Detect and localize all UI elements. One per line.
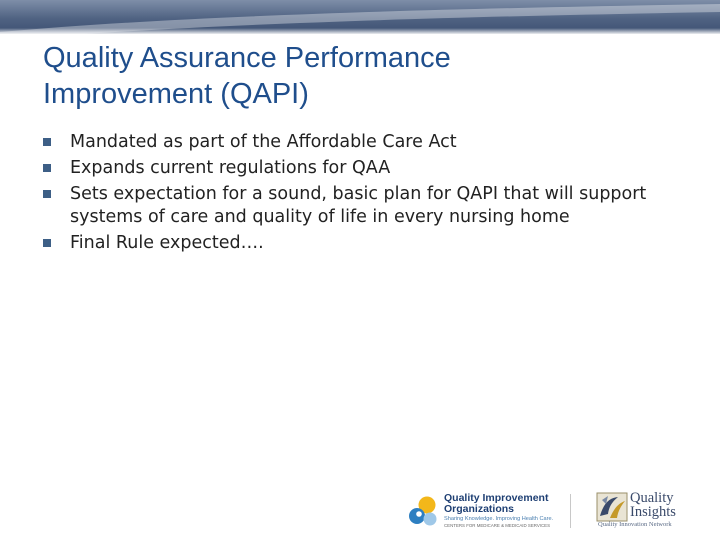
bullet-square-icon	[43, 239, 51, 247]
bullet-text: Sets expectation for a sound, basic plan for QAPI that will support systems of care and quality of life in every nursing home	[70, 184, 647, 227]
bullet-square-icon	[43, 138, 51, 146]
quality-insights-mark-icon	[596, 492, 628, 522]
slide-title-line-1: Quality Assurance Performance	[43, 42, 451, 74]
bullet-text: Mandated as part of the Affordable Care Act	[70, 132, 457, 152]
qio-logo	[406, 490, 558, 532]
quality-insights-word-2: Insights	[630, 504, 676, 520]
header-swoosh	[0, 0, 720, 40]
qio-name-line-2: Organizations	[444, 503, 515, 515]
slide-title	[43, 40, 683, 112]
bullet-item	[43, 131, 683, 154]
logo-divider	[570, 494, 571, 528]
quality-insights-word-1: Quality	[630, 490, 674, 506]
qio-circles-icon	[406, 492, 444, 530]
bullet-item	[43, 157, 683, 180]
slide-title-line-2: Improvement (QAPI)	[43, 78, 309, 110]
bullet-square-icon	[43, 164, 51, 172]
bullet-text: Final Rule expected….	[70, 233, 264, 253]
bullet-item	[43, 232, 683, 255]
bullet-list	[43, 131, 683, 258]
bullet-text: Expands current regulations for QAA	[70, 158, 391, 178]
quality-insights-subtitle: Quality Innovation Network	[598, 521, 672, 528]
qio-subline: CENTERS FOR MEDICARE & MEDICAID SERVICES	[444, 523, 551, 528]
quality-insights-logo	[596, 490, 688, 532]
qio-name-line-1: Quality Improvement	[444, 492, 549, 504]
qio-tagline: Sharing Knowledge. Improving Health Care.	[444, 516, 554, 522]
bullet-item	[43, 183, 683, 229]
bullet-square-icon	[43, 190, 51, 198]
